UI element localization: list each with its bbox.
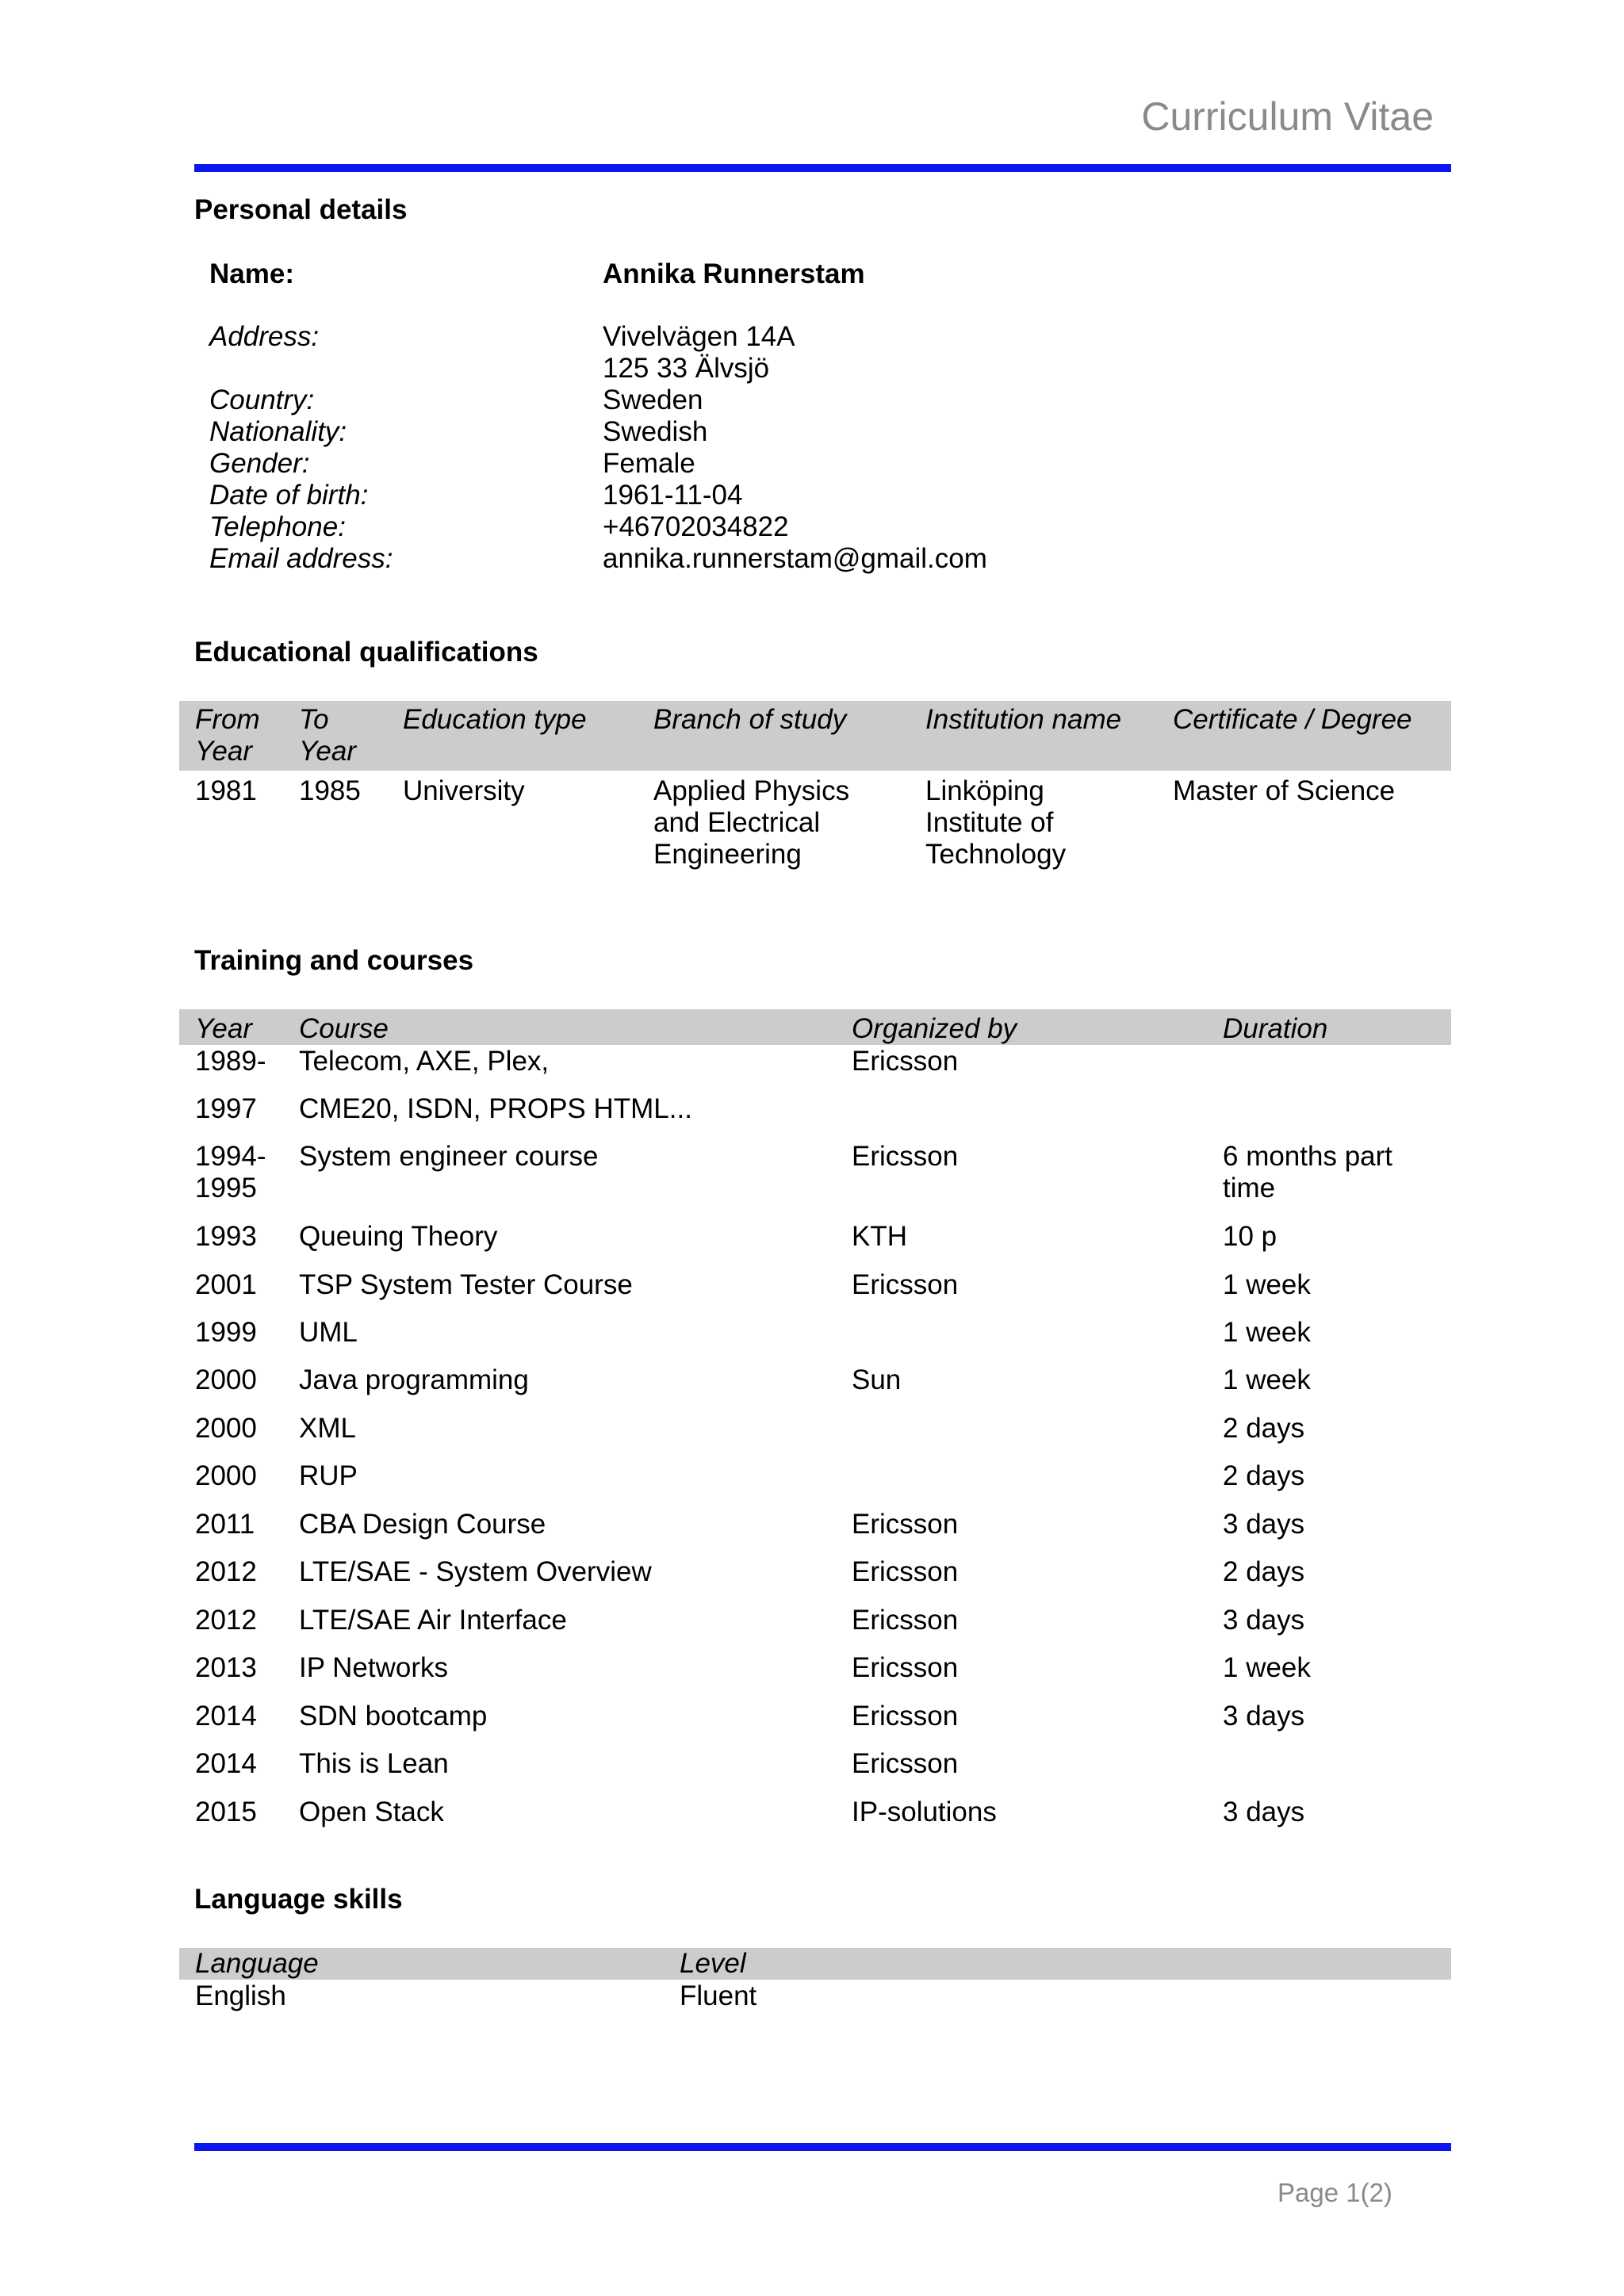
edu-branch-line3: Engineering xyxy=(653,839,802,870)
training-organizer: Ericsson xyxy=(852,1652,959,1683)
section-title-languages: Language skills xyxy=(194,1884,403,1915)
training-header-duration: Duration xyxy=(1223,1013,1328,1044)
language-name: English xyxy=(195,1980,286,2011)
training-course: TSP System Tester Course xyxy=(299,1269,633,1300)
training-duration: 3 days xyxy=(1223,1701,1305,1732)
edu-header-institution: Institution name xyxy=(925,704,1122,735)
training-year: 2000 xyxy=(195,1413,257,1444)
training-year: 1995 xyxy=(195,1173,257,1203)
training-duration: 10 p xyxy=(1223,1221,1277,1252)
training-duration: 3 days xyxy=(1223,1605,1305,1636)
training-year: 1993 xyxy=(195,1221,257,1252)
training-duration: 2 days xyxy=(1223,1460,1305,1491)
training-organizer: IP-solutions xyxy=(852,1797,997,1827)
training-organizer: Ericsson xyxy=(852,1046,959,1077)
training-duration: 2 days xyxy=(1223,1413,1305,1444)
training-year: 2011 xyxy=(195,1509,255,1540)
training-header-organizer: Organized by xyxy=(852,1013,1017,1044)
training-year: 2000 xyxy=(195,1364,257,1395)
edu-header-from: From xyxy=(195,704,260,735)
nationality-label: Nationality: xyxy=(209,416,347,447)
address-line1: Vivelvägen 14A xyxy=(603,321,795,352)
training-course: CBA Design Course xyxy=(299,1509,546,1540)
edu-header-to-year: Year xyxy=(299,736,356,767)
country-label: Country: xyxy=(209,385,315,415)
training-year: 1989- xyxy=(195,1046,266,1077)
document-title: Curriculum Vitae xyxy=(1141,94,1434,139)
training-organizer: Sun xyxy=(852,1364,902,1395)
training-course: System engineer course xyxy=(299,1141,599,1172)
edu-header-from-year: Year xyxy=(195,736,252,767)
training-organizer: KTH xyxy=(852,1221,907,1252)
training-course: IP Networks xyxy=(299,1652,449,1683)
training-organizer: Ericsson xyxy=(852,1556,959,1587)
training-course: CME20, ISDN, PROPS HTML... xyxy=(299,1093,692,1124)
language-header-language: Language xyxy=(195,1948,319,1979)
edu-header-to: To xyxy=(299,704,329,735)
nationality-value: Swedish xyxy=(603,416,708,447)
name-label: Name: xyxy=(209,258,294,289)
training-duration: 1 week xyxy=(1223,1269,1311,1300)
language-header-level: Level xyxy=(680,1948,746,1979)
training-year: 1994- xyxy=(195,1141,266,1172)
section-title-personal: Personal details xyxy=(194,194,408,225)
address-label: Address: xyxy=(209,321,320,352)
training-year: 2014 xyxy=(195,1748,257,1779)
training-organizer: Ericsson xyxy=(852,1509,959,1540)
training-header-course: Course xyxy=(299,1013,389,1044)
edu-from: 1981 xyxy=(195,775,257,806)
training-course: This is Lean xyxy=(299,1748,449,1779)
edu-branch-line2: and Electrical xyxy=(653,807,821,838)
edu-header-certificate: Certificate / Degree xyxy=(1173,704,1412,735)
edu-institution-line3: Technology xyxy=(925,839,1067,870)
name-value: Annika Runnerstam xyxy=(603,258,865,289)
training-course: LTE/SAE Air Interface xyxy=(299,1605,567,1636)
edu-branch-line1: Applied Physics xyxy=(653,775,850,806)
training-year: 1999 xyxy=(195,1317,257,1348)
training-course: XML xyxy=(299,1413,356,1444)
training-year: 2012 xyxy=(195,1605,257,1636)
training-duration: 3 days xyxy=(1223,1797,1305,1827)
dob-label: Date of birth: xyxy=(209,480,369,511)
dob-value: 1961-11-04 xyxy=(603,480,743,511)
country-value: Sweden xyxy=(603,385,703,415)
training-year: 1997 xyxy=(195,1093,257,1124)
training-course: Open Stack xyxy=(299,1797,444,1827)
footer-divider xyxy=(194,2143,1451,2151)
training-duration: 1 week xyxy=(1223,1317,1311,1348)
language-header-bar xyxy=(179,1948,1451,1980)
edu-header-branch: Branch of study xyxy=(653,704,847,735)
training-organizer: Ericsson xyxy=(852,1748,959,1779)
phone-value: +46702034822 xyxy=(603,511,789,542)
email-label: Email address: xyxy=(209,543,393,574)
training-course: Java programming xyxy=(299,1364,529,1395)
training-duration: 1 week xyxy=(1223,1652,1311,1683)
training-header-year: Year xyxy=(195,1013,252,1044)
header-divider xyxy=(194,164,1451,172)
address-line2: 125 33 Älvsjö xyxy=(603,353,770,384)
training-year: 2013 xyxy=(195,1652,257,1683)
edu-institution-line2: Institute of xyxy=(925,807,1054,838)
gender-label: Gender: xyxy=(209,448,310,479)
language-level: Fluent xyxy=(680,1980,757,2011)
page-number: Page 1(2) xyxy=(1277,2178,1392,2207)
edu-header-type: Education type xyxy=(403,704,587,735)
edu-type: University xyxy=(403,775,525,806)
training-course: UML xyxy=(299,1317,358,1348)
training-organizer: Ericsson xyxy=(852,1269,959,1300)
edu-certificate: Master of Science xyxy=(1173,775,1396,806)
edu-to: 1985 xyxy=(299,775,361,806)
training-organizer: Ericsson xyxy=(852,1605,959,1636)
gender-value: Female xyxy=(603,448,695,479)
training-organizer: Ericsson xyxy=(852,1141,959,1172)
training-year: 2001 xyxy=(195,1269,257,1300)
training-course: Telecom, AXE, Plex, xyxy=(299,1046,550,1077)
training-duration: 3 days xyxy=(1223,1509,1305,1540)
training-duration: 2 days xyxy=(1223,1556,1305,1587)
training-course: SDN bootcamp xyxy=(299,1701,488,1732)
edu-institution-line1: Linköping xyxy=(925,775,1044,806)
training-course: Queuing Theory xyxy=(299,1221,498,1252)
training-year: 2012 xyxy=(195,1556,257,1587)
training-year: 2000 xyxy=(195,1460,257,1491)
training-course: LTE/SAE - System Overview xyxy=(299,1556,652,1587)
training-year: 2014 xyxy=(195,1701,257,1732)
section-title-training: Training and courses xyxy=(194,945,474,976)
training-year: 2015 xyxy=(195,1797,257,1827)
section-title-education: Educational qualifications xyxy=(194,637,538,668)
training-duration: 6 months part xyxy=(1223,1141,1392,1172)
phone-label: Telephone: xyxy=(209,511,346,542)
training-duration: 1 week xyxy=(1223,1364,1311,1395)
training-duration: time xyxy=(1223,1173,1276,1203)
training-organizer: Ericsson xyxy=(852,1701,959,1732)
email-value: annika.runnerstam@gmail.com xyxy=(603,543,987,574)
training-course: RUP xyxy=(299,1460,358,1491)
